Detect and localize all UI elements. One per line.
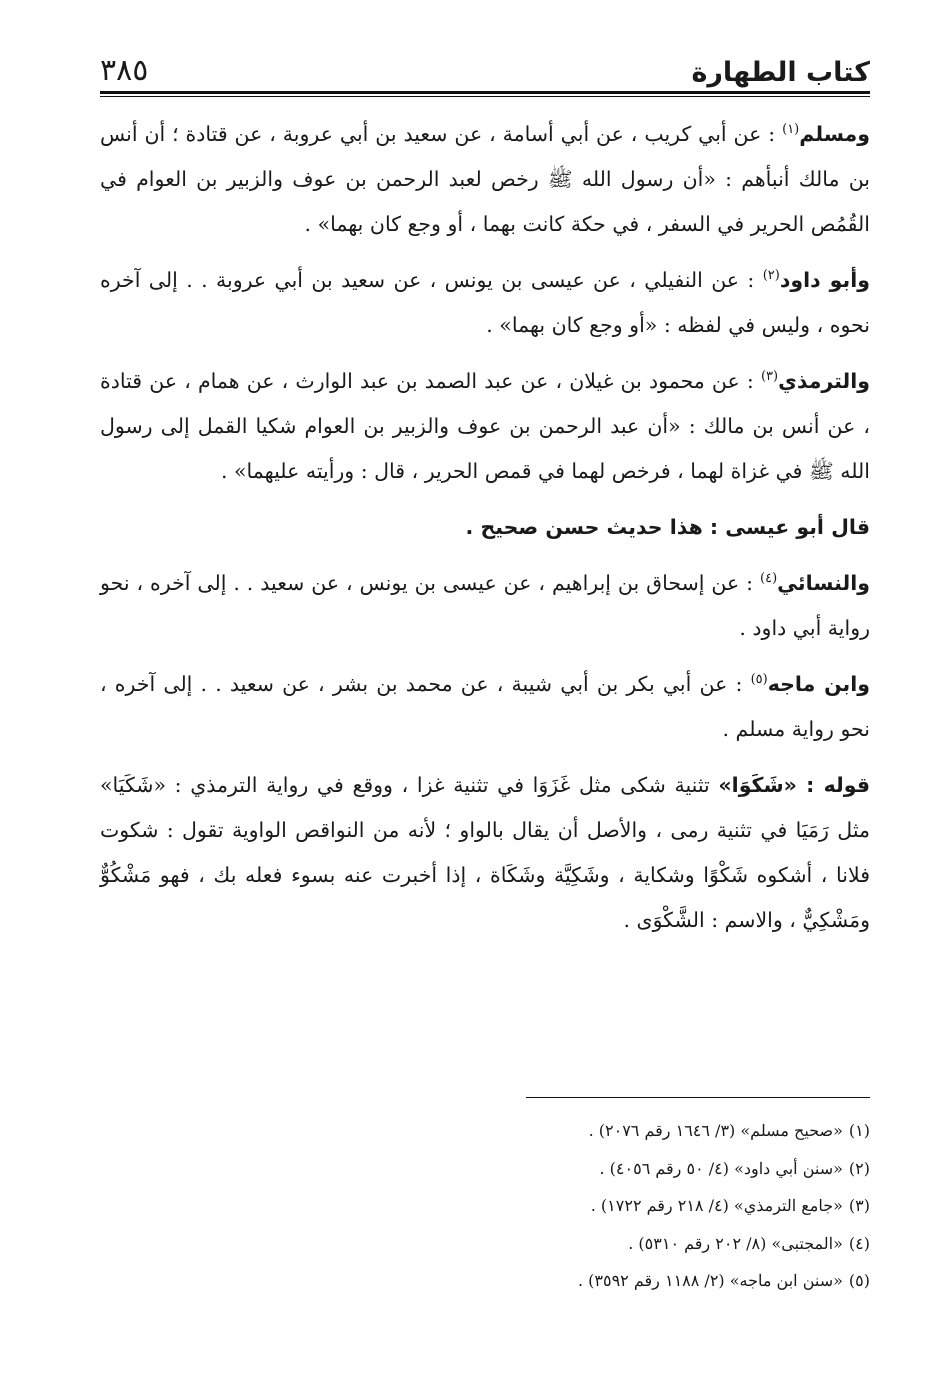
footnote-ref: (٣) bbox=[760, 369, 779, 385]
paragraph-text: : عن أبي بكر بن أبي شيبة ، عن محمد بن بشر ، عن سعيد . . إلى آخره ، نحو رواية مسلم . bbox=[100, 672, 870, 741]
running-head: كتاب الطهارة bbox=[691, 57, 870, 88]
narrator-lead: والنسائي bbox=[777, 571, 870, 595]
paragraph-text: : عن النفيلي ، عن عيسى بن يونس ، عن سعيد بن أبي عروبة . . إلى آخره نحوه ، وليس في لفظه : «أو وجع كان بهما» . bbox=[100, 268, 870, 337]
footnote-text: «سنن أبي داود» (٤/ ٥٠ رقم ٤٠٥٦) . bbox=[599, 1158, 843, 1178]
grading-statement: قال أبو عيسى : هذا حديث حسن صحيح . bbox=[465, 515, 870, 539]
paragraph-abu-dawud bbox=[100, 258, 870, 348]
footnote-number: (٥) bbox=[848, 1271, 870, 1290]
paragraph-commentary bbox=[100, 763, 870, 943]
paragraph-text: : عن أبي كريب ، عن أبي أسامة ، عن سعيد بن أبي عروبة ، عن قتادة ؛ أن أنس بن مالك أنبأهم : «أن رسول الله ﷺ رخص لعبد الرحمن بن عوف والزبير بن العوام في القُمُص الحرير في السفر ، في حكة كانت بهما ، أو وجع كان بهما» . bbox=[100, 122, 870, 236]
footnote bbox=[100, 1225, 870, 1263]
header-rule-thick bbox=[100, 91, 870, 94]
footnote-number: (٢) bbox=[848, 1158, 870, 1178]
footnote-ref: (١) bbox=[782, 122, 800, 138]
paragraph-nasai bbox=[100, 561, 870, 651]
commentary-lead: قوله : «شَكَوَا» bbox=[718, 773, 871, 797]
paragraph-muslim bbox=[100, 112, 870, 247]
narrator-lead: وابن ماجه bbox=[767, 672, 870, 696]
page-header bbox=[100, 42, 870, 88]
footnote-text: «جامع الترمذي» (٤/ ٢١٨ رقم ١٧٢٢) . bbox=[590, 1196, 843, 1215]
footnote-text: «سنن ابن ماجه» (٢/ ١١٨٨ رقم ٣٥٩٢) . bbox=[577, 1271, 843, 1290]
footnote-number: (٣) bbox=[848, 1196, 870, 1215]
page-number: ٣٨٥ bbox=[100, 53, 149, 88]
footnote-number: (٤) bbox=[848, 1233, 870, 1253]
footnotes bbox=[100, 1112, 870, 1300]
narrator-lead: وأبو داود bbox=[779, 268, 870, 292]
narrator-lead: والترمذي bbox=[778, 369, 870, 393]
footnote-ref: (٢) bbox=[762, 268, 780, 284]
paragraph-text: تثنية شكى مثل غَزَوَا في تثنية غزا ، ووقع في رواية الترمذي : «شَكَيَا» مثل رَمَيَا في تثنية رمى ، والأصل أن يقال بالواو ؛ لأنه من النواقص الواوية تقول : شكوت فلانا ، أشكوه شَكْوًا وشكاية ، وشَكِيَّة وشَكَاة ، إذا أخبرت عنه بسوء فعله بك ، فهو مَشْكُوٌّ ومَشْكِيٌّ ، والاسم : الشَّكْوَى . bbox=[100, 773, 870, 932]
footnote bbox=[100, 1150, 870, 1188]
footnote-ref: (٤) bbox=[760, 571, 778, 587]
footnote-number: (١) bbox=[848, 1121, 870, 1140]
narrator-lead: ومسلم bbox=[799, 122, 870, 146]
paragraph-text: : عن إسحاق بن إبراهيم ، عن عيسى بن يونس ، عن سعيد . . إلى آخره ، نحو رواية أبي داود . bbox=[100, 571, 870, 640]
header-rule-thin bbox=[100, 96, 870, 97]
footnote bbox=[100, 1262, 870, 1300]
main-text bbox=[100, 112, 870, 954]
footnote-separator bbox=[526, 1097, 870, 1098]
paragraph-ibn-majah bbox=[100, 662, 870, 752]
footnote-text: «المجتبى» (٨/ ٢٠٢ رقم ٥٣١٠) . bbox=[628, 1233, 843, 1253]
paragraph-tirmidhi bbox=[100, 359, 870, 494]
footnote-text: «صحيح مسلم» (٣/ ١٦٤٦ رقم ٢٠٧٦) . bbox=[588, 1121, 843, 1140]
footnote-ref: (٥) bbox=[750, 672, 768, 688]
footnote bbox=[100, 1112, 870, 1150]
footnote bbox=[100, 1187, 870, 1225]
paragraph-text: : عن محمود بن غيلان ، عن عبد الصمد بن عبد الوارث ، عن همام ، عن قتادة ، عن أنس بن مالك : «أن عبد الرحمن بن عوف والزبير بن العوام شكيا القمل إلى رسول الله ﷺ في غزاة لهما ، فرخص لهما في قمص الحرير ، قال : ورأيته عليهما» . bbox=[100, 369, 870, 483]
